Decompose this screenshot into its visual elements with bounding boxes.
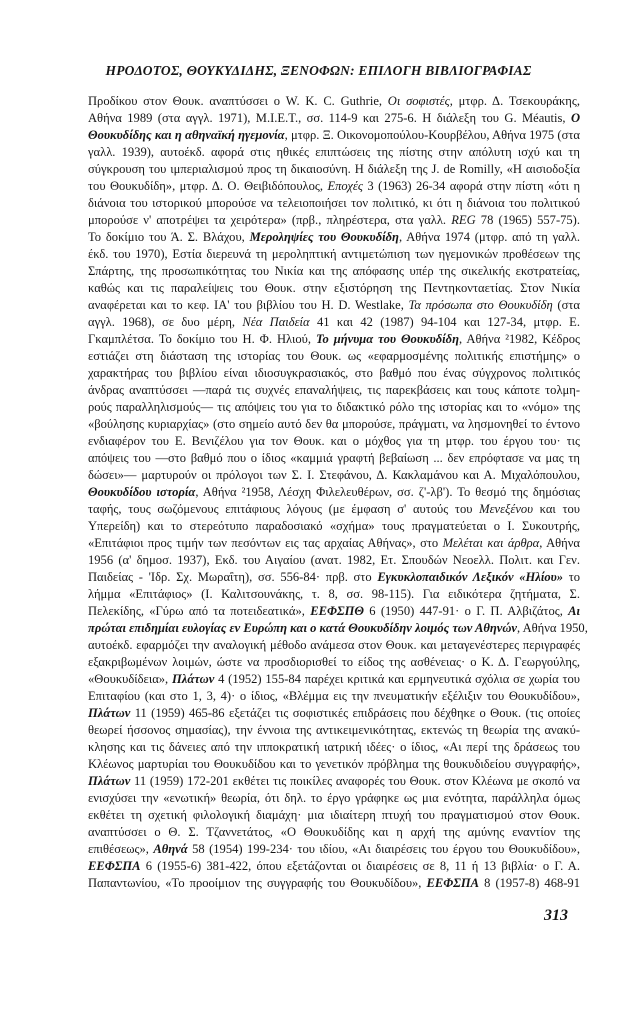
text-line: ενδιαφέρον του Ε. Βενιζέλου για τον Θουκ. και ο μόχθος για τη μτφρ. του έργου του· τις xyxy=(88,434,580,448)
text-line: αναπτύσσει ο Θ. Σ. Τζαννετάτος, «Ο Θουκυδίδης και η αρχή της αμύνης εναντίον της xyxy=(88,825,580,839)
text-line: Αθήνα 1989 (στα αγγλ. 1971), Μ.Ι.Ε.Τ., σσ. 114-9 και 275-6. Η διάλεξη του G. Méautis, Ο xyxy=(88,111,580,125)
text-line: γαλλ. 1939), αυτοέκδ. αφορά στις ηθικές επιπτώσεις της πίστης στην απόλυτη ισχύ και τη xyxy=(88,145,580,159)
text-line: «Επιτάφιοι προς τιμήν των πεσόντων εις τας αρχαίας Αθήνας», στο Μελέται και άρθρα, Αθήνα xyxy=(88,536,580,550)
text-line: έκδ. του 1970), Εστία διερευνά τη μεροληπτική αντιμετώπιση των ηγεμονικών προθέσεων της xyxy=(88,247,580,261)
text-line: ΕΕΦΣΠΑ 6 (1955-6) 381-422, όπου εξετάζονται οι διαιρέσεις σε 8, 11 ή 13 βιβλία· ο Γ. Α. xyxy=(88,859,580,873)
text-line: καθώς και τις παραλείψεις του Θουκ. στην εξιστόρηση της Πεντηκονταετίας. Στον Νικία xyxy=(88,281,580,295)
text-line: Υπερείδη) και το στερεότυπο παραδοσιακό «σχήμα» τους πραγματεύεται ο Ι. Συκουτρής, xyxy=(88,519,580,533)
text-line: Πλάτων 11 (1959) 465-86 εξετάζει τις σοφιστικές επιδράσεις που δέχθηκε ο Θουκ. (τις οποίες xyxy=(88,706,580,720)
text-line: σύγκρουση του ιμπεριαλισμού προς τη δικαιοσύνη. Η διάλεξη της J. de Romilly, «Η αισιοδοξία xyxy=(88,162,580,176)
text-line: αναφέρεται και το κεφ. ΙΑ' του βιβλίου του H. D. Westlake, Τα πρόσωπα στο Θουκυδίδη (στα xyxy=(88,298,580,312)
page-number: 313 xyxy=(544,907,568,924)
text-line: Γκαμπλέτσα. Το δοκίμιο του Η. Φ. Ηλιού, Το μήνυμα του Θουκυδίδη, Αθήνα ²1982, Κέδρος xyxy=(88,332,580,346)
text-line: αγγλ. 1968), σε δυο μέρη, Νέα Παιδεία 41 και 42 (1987) 94-104 και 127-34, μτφρ. Ε. xyxy=(88,315,580,329)
text-line: εστιάζει στη διάσταση της ιστορίας του Θουκ. ως «εφαρμοσμένης πολιτικής επιστήμης» ο xyxy=(88,349,580,363)
text-line: κλησης και τις δάνειες από την ιπποκρατική ιατρική ιδέες· ο ίδιος, «Αι περί της δράσεως του xyxy=(88,740,580,754)
running-head: ΗΡΟΔΟΤΟΣ, ΘΟΥΚΥΔΙΔΗΣ, ΞΕΝΟΦΩΝ: ΕΠΙΛΟΓΗ ΒΙΒΛΙΟΓΡΑΦΙΑΣ xyxy=(105,63,532,78)
text-line: Παπαντωνίου, «Το προοίμιον της συγγραφής του Θουκυδίδου», ΕΕΦΣΠΑ 8 (1957-8) 468-91 xyxy=(88,876,580,890)
text-line: ταφής, τους σωζόμενους επιτάφιους λόγους (με έμφαση σ' αυτούς του Μενεξένου και του xyxy=(88,502,580,516)
text-line: 1956 (α' δημοσ. 1937), Εκδ. του Αιγαίου (ανατ. 1982, Ετ. Σπουδών Νεοελλ. Πολιτ. και Γεν. xyxy=(88,553,580,567)
text-line: Κλέωνος μαρτυρίαι του Θουκυδίδου και το γενετικόν πρόβλημα της θουκυδιδείου συγγραφής», xyxy=(88,757,580,771)
text-line: εκθέτει τη σχετική φιλολογική διαμάχη· μια ιδιαίτερη πτυχή του πραγματισμού στον Θουκ. xyxy=(88,808,580,822)
text-line: άνδρας αναπτύσσει —παρά τις συχνές επαναλήψεις, τις παρεκβάσεις και τους κάποτε τολμη- xyxy=(88,383,580,397)
text-line: εξακριβωμένων λοιμών, ώστε να προσδιορισθεί το είδος της ασθένειας· ο Κ. Δ. Γεωργούλης, xyxy=(88,655,580,669)
text-line: Πελεκίδης, «Γύρω από τα ποτειδεατικά», ΕΕΦΣΠΘ 6 (1950) 447-91· ο Γ. Π. Αλβιζάτος, Αι xyxy=(88,604,580,618)
text-line: Παιδείας - 'Ιδρ. Σχ. Μωραΐτη), σσ. 556-84· πρβ. στο Εγκυκλοπαιδικόν Λεξικόν «Ηλίου» το xyxy=(88,570,581,584)
text-line: «βούλησης κυριαρχίας» (στο σημείο αυτό δεν θα μπορούσε, πράγματι, να λησμονηθεί το έντονο xyxy=(88,417,580,431)
text-line: θεωρεί ήσσονος σημασίας), την έννοια της αντικειμενικότητας, εκτενώς τη θεωρία της ανακύ- xyxy=(88,723,580,737)
text-line: αυτοέκδ. εφαρμόζει την αναλογική μέθοδο ανάμεσα στον Θουκ. και μεταγενέστερες περιγραφές xyxy=(88,638,580,652)
text-line: απόψεις του —στο βαθμό που ο ίδιος «καμμιά γραφτή βεβαίωση ... δεν επρόφτασε να μας τη xyxy=(88,451,580,465)
text-line: Επιταφίου (και στο 1, 3, 4)· ο ίδιος, «Βλέμμα εις την πνευματικήν εξέλιξιν του Θουκυδίδου», xyxy=(88,689,580,703)
text-line: χαρακτήρας του βιβλίου είναι ιδιοσυγκρασιακός, στο βαθμό που ένας σύγχρονος πολιτικός xyxy=(88,366,580,380)
bibliography-text xyxy=(88,93,588,892)
text-line: ενισχύσει την «ενωτική» θεωρία, ότι δηλ. το έργο γράφηκε ως μια ενότητα, παράλληλα όμως xyxy=(88,791,580,805)
text-line: λήμμα «Επιτάφιος» (Ι. Καλιτσουνάκης, τ. 8, σσ. 98-115). Για ειδικότερα ζητήματα, Σ. xyxy=(88,587,580,601)
text-line: Το δοκίμιο του Ά. Σ. Βλάχου, Μεροληψίες του Θουκυδίδη, Αθήνα 1974 (μτφρ. από τη γαλλ. xyxy=(88,230,581,244)
text-line: του Θουκυδίδη», μτφρ. Δ. Ο. Θειβιδόπουλος, Εποχές 3 (1963) 26-34 αφορά στην πίστη «ότι η xyxy=(88,179,580,193)
text-line: Πλάτων 11 (1959) 172-201 εκθέτει τις ποικίλες αναφορές του Θουκ. στον Κλέωνα με σκοπό να xyxy=(88,774,580,788)
text-line: Θουκυδίδης και η αθηναϊκή ηγεμονία, μτφρ. Ξ. Οικονομοπούλου-Κουρβέλου, Αθήνα 1975 (στα xyxy=(88,128,580,142)
text-line: ρούς παραλληλισμούς— τις απόψεις του για το διδακτικό ρόλο της ιστορίας και το «νόμο» της xyxy=(88,400,580,414)
text-line: επιθέσεως», Αθηνά 58 (1954) 199-234· του ιδίου, «Αι διαιρέσεις του έργου του Θουκυδίδου», xyxy=(88,842,580,856)
text-line: «Θουκυδίδεια», Πλάτων 4 (1952) 155-84 παρέχει κριτικά και ερμηνευτικά σχόλια σε χωρία του xyxy=(88,672,580,686)
text-line: Θουκυδίδου ιστορία, Αθήνα ²1958, Λέσχη Φιλελευθέρων, σσ. ζ'-λβ'). Το θεσμό της δημόσιας xyxy=(88,485,580,499)
text-line: διάνοια του ιστορικού μπορούσε να τελειοποιήσει τον πολιτικό, κι ότι η διάνοια του πολιτικού xyxy=(88,196,580,210)
text-line: πρώται επιδημίαι ευλογίας εν Ευρώπη και ο κατά Θουκυδίδην λοιμός των Αθηνών, Αθήνα 1950, xyxy=(88,621,588,635)
text-line: Σπάρτης, της προσωπικότητας του Νικία και της απόφασης υπέρ της σικελικής εκστρατείας, xyxy=(88,264,580,278)
text-line: δώσει»— μαρτυρούν οι πρόλογοι των Σ. Ι. Στεφάνου, Δ. Κακλαμάνου και Α. Μιχαλόπουλου, xyxy=(88,468,580,482)
text-line: Προδίκου στον Θουκ. αναπτύσσει ο W. K. C. Guthrie, Οι σοφιστές, μτφρ. Δ. Τσεκουράκης, xyxy=(88,94,580,108)
text-line: μπορούσε ν' αποτρέψει τα χειρότερα» (πρβ., πληρέστερα, στα γαλλ. REG 78 (1965) 557-75). xyxy=(88,213,580,227)
